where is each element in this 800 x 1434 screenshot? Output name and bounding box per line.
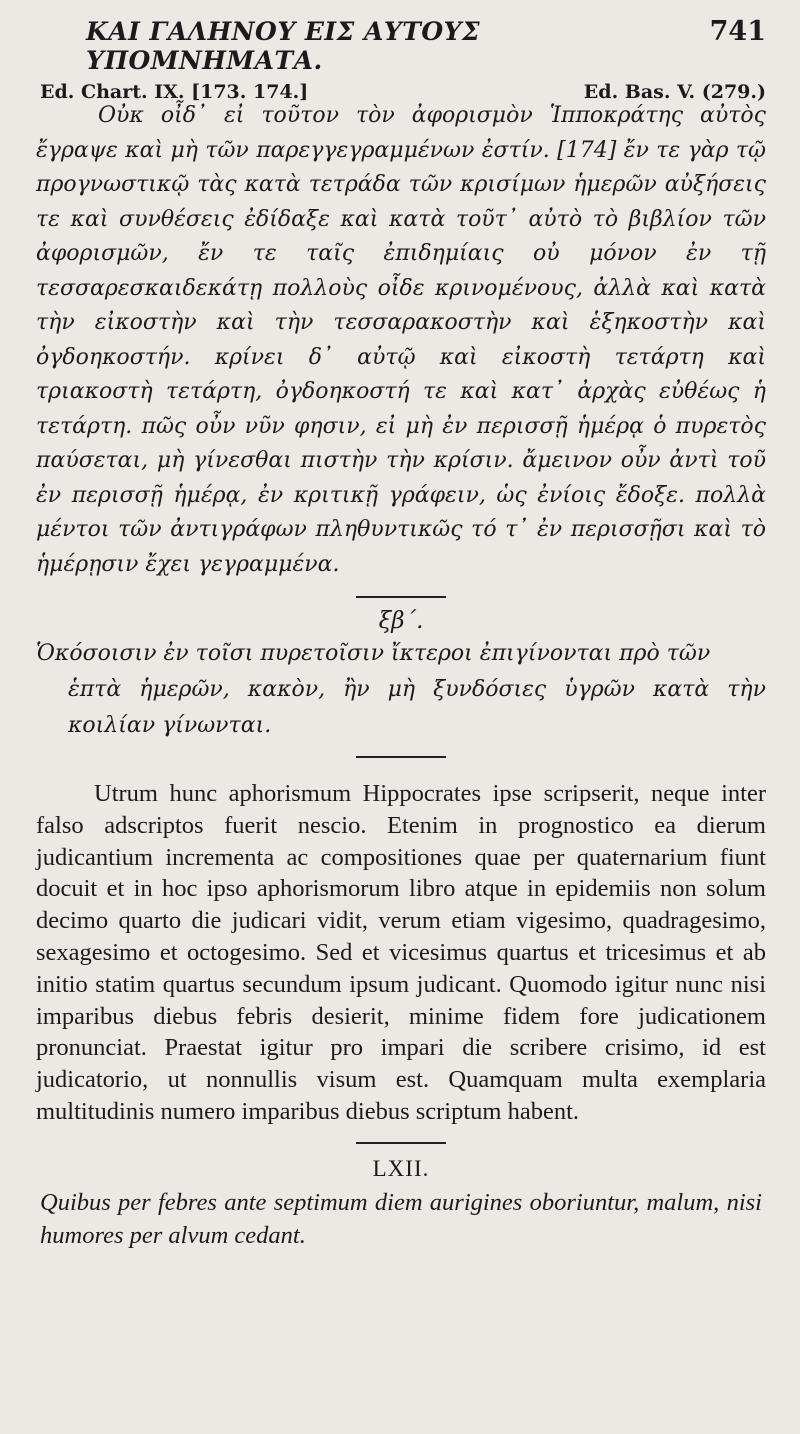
greek-commentary: Οὐκ οἶδ᾽ εἰ τοῦτον τὸν ἀφορισμὸν Ἱπποκράτης αὐτὸς ἔγραψε καὶ μὴ τῶν παρεγγεγραμμένων ἐστίν. [174] ἔν τε γὰρ τῷ προγνωστικῷ τὰς κατὰ τετράδα τῶν κρισίμων ἡμερῶν αὐξήσεις τε καὶ συνθέσεις ἐδίδαξε καὶ κατὰ τοῦτ᾽ αὐτὸ τὸ βιβλίον τῶν ἀφορισμῶν, ἔν τε ταῖς ἐπιδημίαις οὐ μόνον ἐν τῇ τεσσαρεσκαιδεκάτῃ πολλοὺς οἶδε κρινομένους, ἀλλὰ καὶ κατὰ τὴν εἰκοστὴν καὶ τὴν τεσσαρακοστὴν καὶ ἑξηκοστὴν καὶ ὀγδοηκοστήν. κρίνει δ᾽ αὐτῷ καὶ εἰκοστὴ τετάρτη καὶ τριακοστὴ τετάρτη, ὀγδοηκοστή τε καὶ κατ᾽ ἀρχὰς εὐθέως ἡ τετάρτη. πῶς οὖν νῦν φησιν, εἰ μὴ ἐν περισσῇ ἡμέρᾳ ὁ πυρετὸς παύσεται, μὴ γίνεσθαι πιστὴν τὴν κρίσιν. ἄμεινον οὖν ἀντὶ τοῦ ἐν περισσῇ ἡμέρᾳ, ἐν κριτικῇ γράφειν, ὡς ἐνίοις ἔδοξε. πολλὰ μέντοι τῶν ἀντιγράφων πληθυντικῶς τό τ᾽ ἐν περισσῇσι καὶ τὸ ἡμέρῃσιν ἔχει γεγραμμένα.: [36, 103, 766, 577]
section-divider: [356, 1142, 446, 1144]
greek-aphorism-number: ξβ΄.: [378, 608, 424, 634]
latin-commentary: Utrum hunc aphorismum Hippocrates ipse scripserit, neque inter falso adscriptos fuerit nescio. Etenim in prognostico ea dierum judicantium incrementa ac compositiones quae per quaternarium fiunt docuit et in hoc ipso aphorismorum libro atque in epidemiis non solum decimo quarto die judicari vidit, verum etiam vigesimo, quadragesimo, sexagesimo et octogesimo. Sed et vicesimus quartus et tricesimus et ab initio statim quartus secundum ipsum judicant. Quomodo igitur nunc nisi imparibus diebus febris desierit, minime fidem fore judicationem pronunciat. Praestat igitur pro impari die scribere crisimo, id est judicatorio, ut nonnullis visum est. Quamquam multa exemplaria multitudinis numero imparibus diebus scriptum habent.: [36, 780, 766, 1125]
section-divider: [356, 756, 446, 758]
running-title: ΚΑΙ ΓΑΛΗΝΟΥ ΕΙΣ ΑΥΤΟΥΣ ΥΠΟΜΝΗΜΑΤΑ.: [86, 17, 481, 75]
latin-aphorism: Quibus per febres ante septimum diem aurigines oboriuntur, malum, nisi humores per alvum cedant.: [40, 1188, 762, 1249]
latin-aphorism-number: LXII.: [372, 1155, 430, 1181]
greek-aphorism-line-2: ἑπτὰ ἡμερῶν, κακὸν, ἢν μὴ ξυνδόσιες ὑγρῶν κατὰ τὴν κοιλίαν γίνωνται.: [68, 677, 766, 738]
edition-chartier: Ed. Chart. IX. [173. 174.]: [40, 81, 309, 103]
greek-aphorism-line-1: Ὁκόσοισιν ἐν τοῖσι πυρετοῖσιν ἴκτεροι ἐπιγίνονται πρὸ τῶν: [36, 641, 711, 666]
page-number: 741: [709, 16, 766, 47]
running-head: [86, 16, 766, 75]
greek-aphorism: [36, 636, 766, 744]
edition-basel: Ed. Bas. V. (279.): [583, 81, 766, 103]
section-divider: [356, 596, 446, 598]
